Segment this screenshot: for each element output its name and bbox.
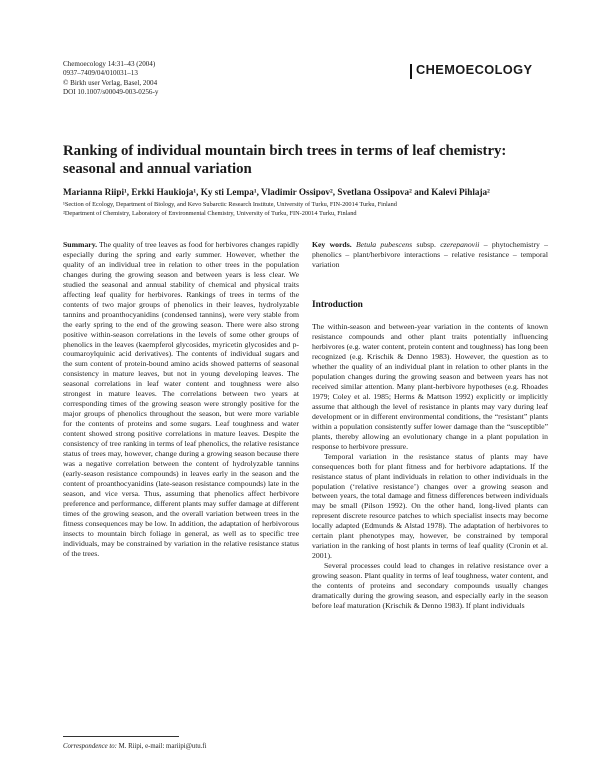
journal-brand: CHEMOECOLOGY: [416, 62, 533, 77]
affiliations: [63, 200, 543, 218]
intro-paragraph-3: Several processes could lead to changes in relative resistance over a growing season. Plant quality in terms of leaf toughness, water content, and the contents of proteins and secondary compounds usually changes dramatically during the growing season, and especially early in the season before leaf maturation (Krischik & Denno 1983). If plant individuals: [312, 561, 548, 611]
introduction-body: [312, 322, 548, 611]
issn-line: 0937–7409/04/010031–13: [63, 69, 138, 78]
intro-paragraph-1: The within-season and between-year variation in the contents of known resistance compounds and other plant traits potentially influencing herbivores (e.g. water content, protein content and toughness) has long been recognized (e.g. Krischik & Denno 1983). However, the question as to whether the quality of an individual plant in relation to other plants in the population changes during the growing season and between years has not received similar attention. Many plant-herbivore hypotheses (e.g. Rhoades 1979; Coley et al. 1985; Herms & Mattson 1992) explicitly or implicitly assume that although the level of resistance in plants may vary during leaf development or in different environmental conditions, the “resistant” plants within a population consistently suffer lower damage than the “susceptible” plants, thereby allowing an evolutionary change in a plant population in response to herbivore pressure.: [312, 322, 548, 451]
author-list: Marianna Riipi¹, Erkki Haukioja¹, Ky sti Lempa¹, Vladimir Ossipov², Svetlana Ossipova² and Kalevi Pihlaja²: [63, 187, 490, 197]
section-heading-introduction: Introduction: [312, 300, 363, 310]
keyword-species: Betula pubescens: [355, 240, 413, 249]
abstract-text: The quality of tree leaves as food for herbivores changes rapidly especially during the spring and early summer. However, whether the quality of an individual tree in relation to other trees in the population changes during the growing season and between years is less clear. We studied the seasonal and annual stability of chemical and physical traits affecting leaf quality for herbivores. Rankings of trees in terms of the contents of two major groups of phenolics in their leaves, hydrolyzable tannins and proanthocyanidins (condensed tannins), were very stable from the early spring to the end of the growing season. There were also strong positive within-season correlations in the levels of some other groups of phenolics in the leaves (kaempferol glycosides, myricetin glycosides and p-coumaroylquinic acid derivatives). The contents of individual sugars and the sum content of protein-bound amino acids showed patterns of seasonal consistency in mature leaves, but not in young developing leaves. The seasonal correlations in leaf water content and toughness were also strongest in mature leaves. The correlations between two years at corresponding times of the growing season were strongly positive for the major groups of phenolics throughout the season, but were more variable for the contents of proteins and some sugars. Leaf toughness and water content showed strong positive correlations in mature leaves. Despite the consistency of tree ranking in terms of leaf phenolics, the relative resistance status of trees may, however, change during a growing season because there was a negative correlation between the content of hydrolyzable tannins (early-season resistance compounds) in leaves early in the season and the content of proanthocyanidins (late-season resistance compounds) late in the season, and vice versa. Thus, assuming that phenolics affect herbivore preference and performance, different plants may suffer damage at different times of the growing season, and the overall variation between trees in the fitness consequences may be low. In addition, the adaptation of herbivorous insects to mountain birch foliage in general, as well as to specific tree individuals, may be constrained by variation in the relative resistance status of the trees.: [63, 240, 299, 558]
correspondence-label: Correspondence to:: [63, 743, 117, 750]
article-title: Ranking of individual mountain birch trees in terms of leaf chemistry: seasonal and annual variation: [63, 143, 507, 177]
citation-line: Chemoecology 14:31–43 (2004): [63, 60, 156, 68]
doi-line: DOI 10.1007/s00049-003-0256-y: [63, 88, 159, 97]
brand-divider: [410, 64, 412, 79]
affiliation-1: ¹Section of Ecology, Department of Biology, and Kevo Subarctic Research Institute, University of Turku, FIN-20014 Turku, Finland: [63, 201, 397, 208]
journal-metadata: [63, 60, 323, 98]
keywords-label: Key words.: [312, 240, 352, 249]
keywords: [312, 240, 548, 270]
footnote-rule: [63, 736, 179, 737]
correspondence-footnote: [63, 742, 299, 751]
abstract: [63, 240, 299, 559]
correspondence-text: M. Riipi, e-mail: mariipi@utu.fi: [118, 743, 207, 750]
copyright-line: © Birkh user Verlag, Basel, 2004: [63, 78, 158, 87]
abstract-label: Summary.: [63, 240, 98, 249]
keyword-subsp-name: czerepanovii: [440, 240, 480, 249]
keywords-list: – phytochemistry – phenolics – plant/herbivore interactions – relative resistance – temporal variation: [312, 240, 549, 269]
affiliation-2: ²Department of Chemistry, Laboratory of Environmental Chemistry, University of Turku, FIN-20014 Turku, Finland: [63, 210, 357, 218]
intro-paragraph-2: Temporal variation in the resistance status of plants may have consequences both for plant fitness and for herbivore adaptations. If the resistance status of plant individuals in relation to other individuals in the population (‘relative resistance’) changes over a growing season and between years, the total damage and fitness differences between individuals may be small (Pilson 1992). On the other hand, long-lived plants can represent discrete resource patches to which specialist insects may become locally adapted (Edmunds & Alstad 1978). The adaptation of herbivores to certain plant phenotypes may, however, be constrained by temporal variation in the ranking of host plants in terms of leaf quality (Cronin et al. 2001).: [312, 451, 548, 561]
keyword-subsp: subsp.: [416, 240, 436, 249]
